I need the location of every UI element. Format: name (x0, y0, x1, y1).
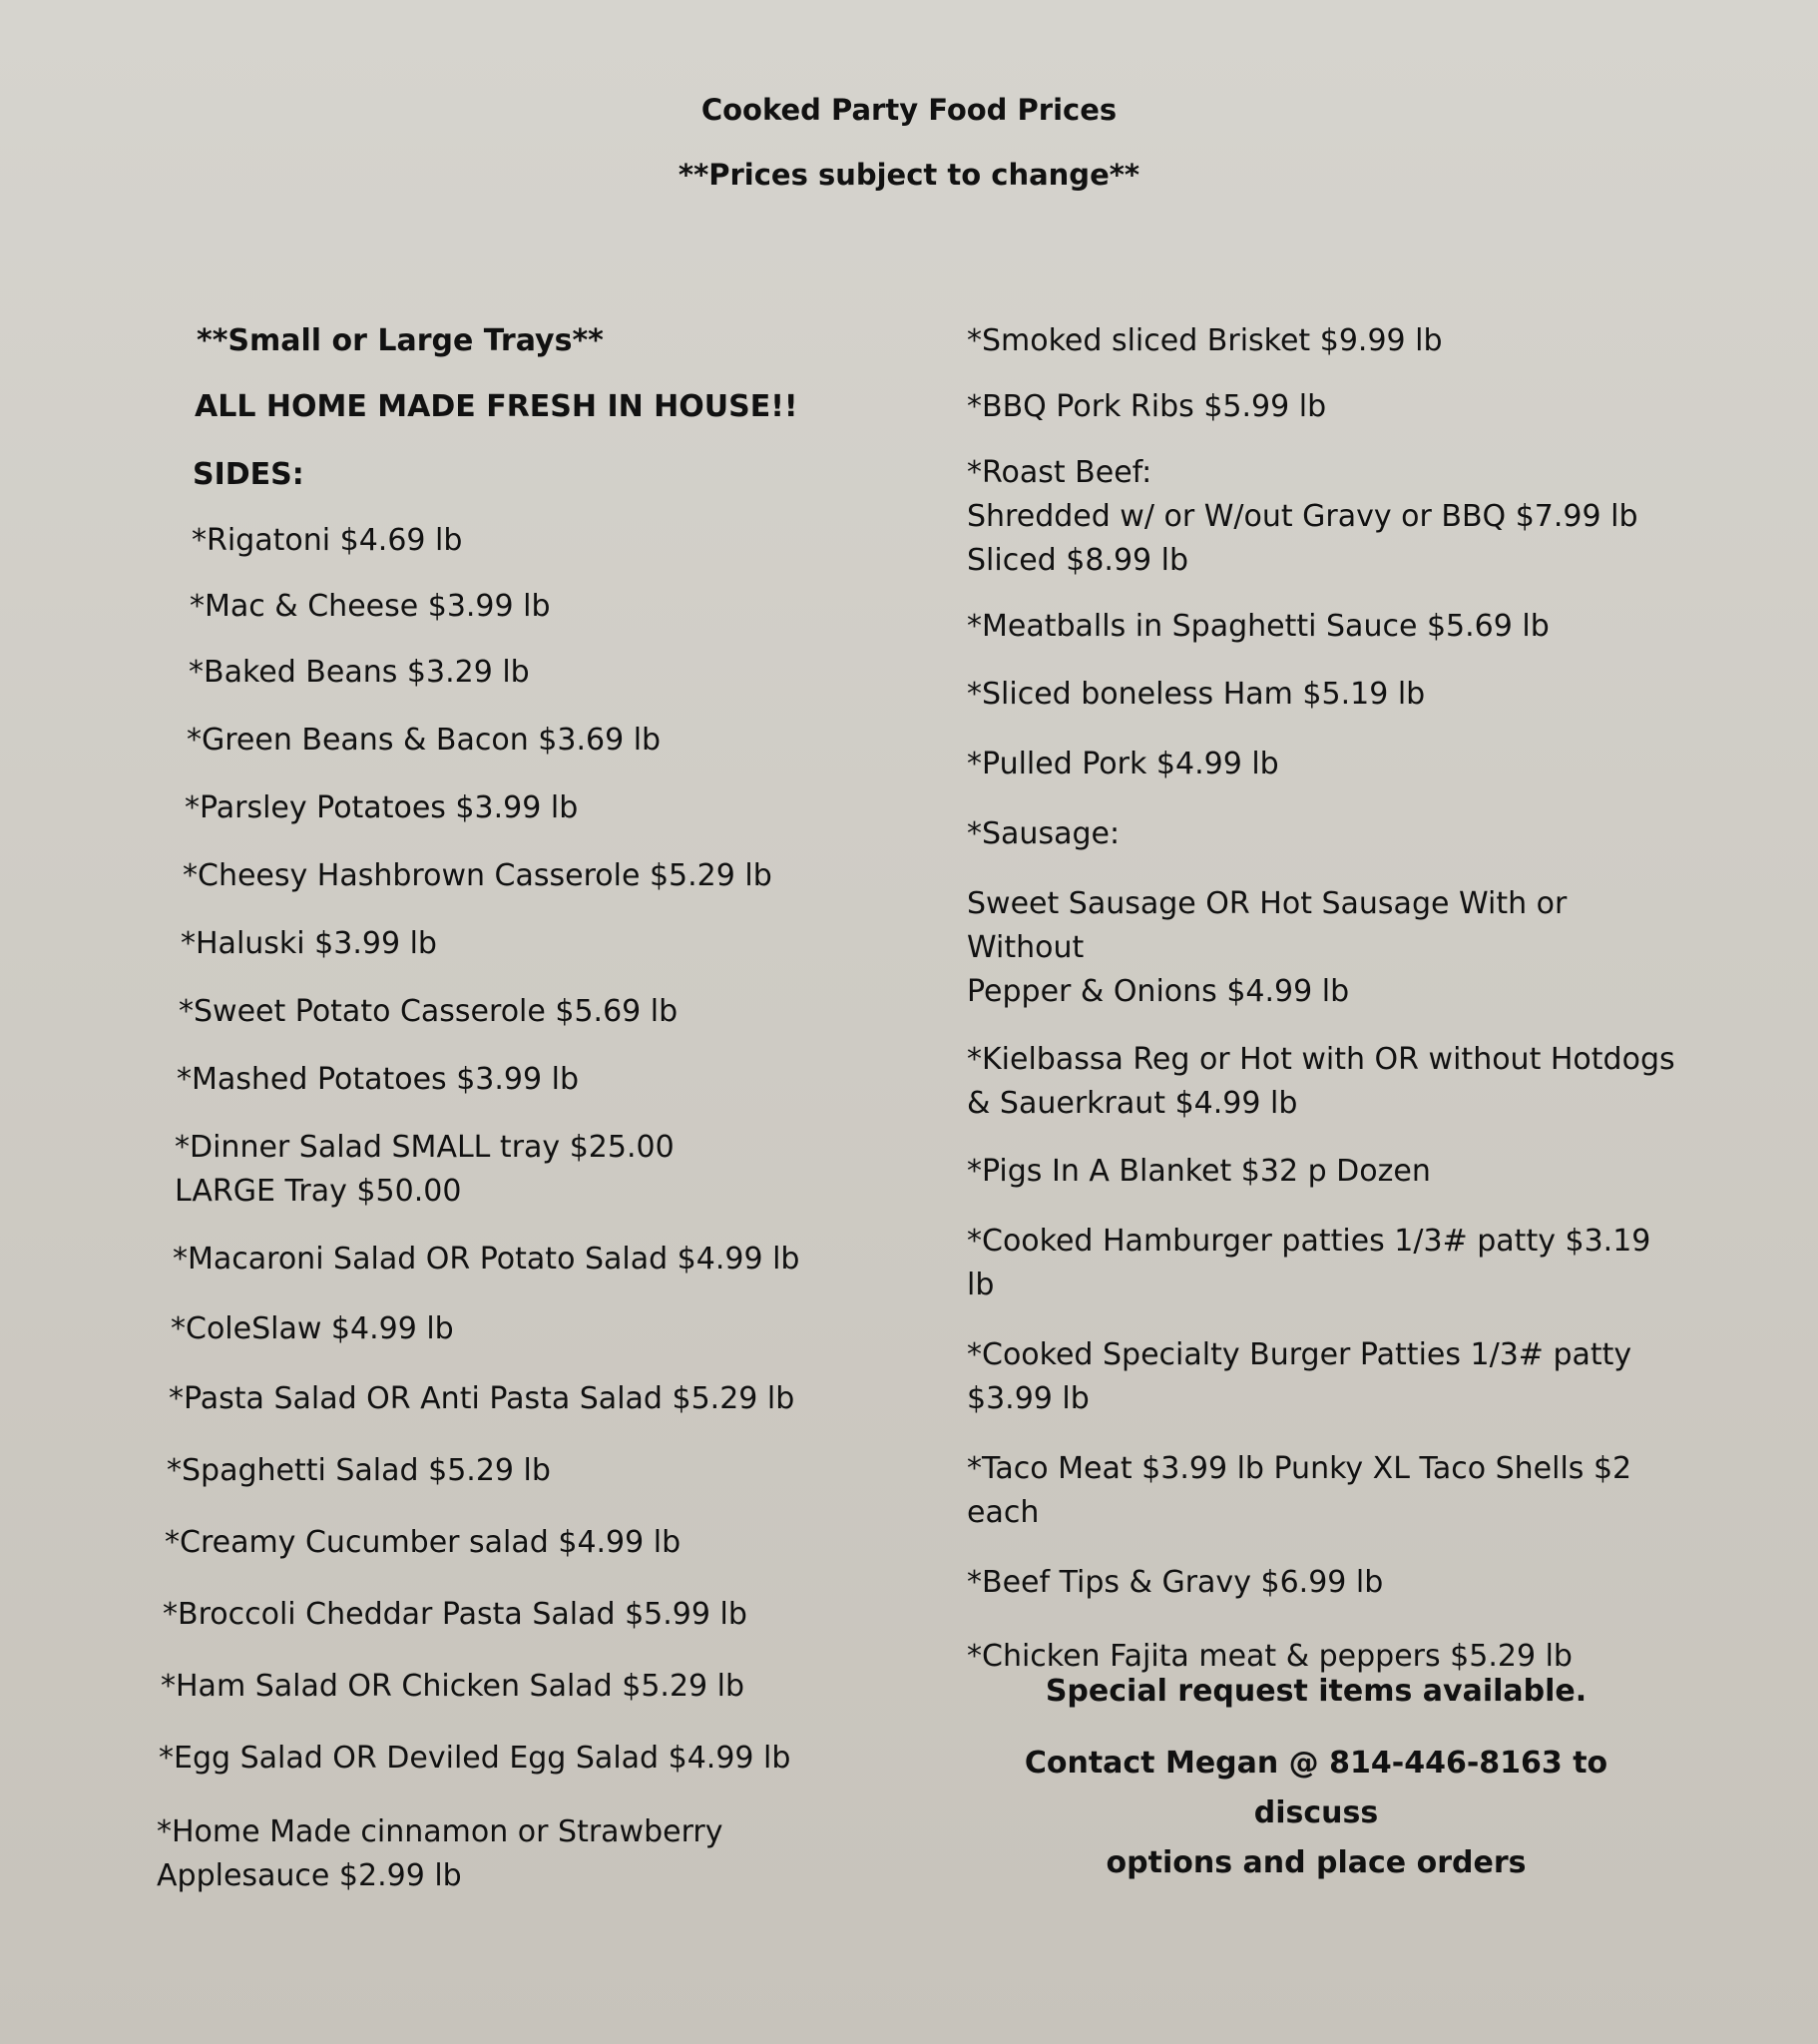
page-title: Cooked Party Food Prices (700, 93, 1118, 127)
side-item: *Sweet Potato Casserole $5.69 lb (179, 994, 679, 1029)
price-change-note: **Prices subject to change** (678, 158, 1140, 192)
meat-item: *Taco Meat $3.99 lb Punky XL Taco Shells $2 each (967, 1451, 1632, 1530)
special-request-note: Special request items available. (1045, 1674, 1588, 1709)
meat-item: *Smoked sliced Brisket $9.99 lb (967, 323, 1443, 358)
side-item: *Pasta Salad OR Anti Pasta Salad $5.29 lb (169, 1381, 795, 1416)
contact-note: Contact Megan @ 814-446-8163 to discuss options and place orders (1024, 1746, 1608, 1880)
side-item: *Mashed Potatoes $3.99 lb (177, 1062, 580, 1097)
sides-heading: SIDES: (193, 457, 304, 492)
meat-item: *Roast Beef: Shredded w/ or W/out Gravy or BBQ $7.99 lb Sliced $8.99 lb (967, 455, 1638, 578)
side-item: *Egg Salad OR Deviled Egg Salad $4.99 lb (159, 1741, 791, 1776)
meat-item: *Pigs In A Blanket $32 p Dozen (967, 1154, 1431, 1189)
meat-item: *Cooked Specialty Burger Patties 1/3# patty $3.99 lb (967, 1337, 1632, 1416)
meat-item: *Pulled Pork $4.99 lb (967, 747, 1279, 781)
meat-item: *Kielbassa Reg or Hot with OR without Hotdogs & Sauerkraut $4.99 lb (967, 1042, 1675, 1121)
side-item: *Broccoli Cheddar Pasta Salad $5.99 lb (163, 1597, 747, 1632)
side-item: *Rigatoni $4.69 lb (192, 523, 463, 558)
side-item: *Macaroni Salad OR Potato Salad $4.99 lb (173, 1242, 800, 1277)
meats-column (967, 319, 1685, 1679)
side-item: *Dinner Salad SMALL tray $25.00 LARGE Tray $50.00 (175, 1130, 675, 1209)
side-item: *Haluski $3.99 lb (181, 926, 437, 961)
meat-item: *Meatballs in Spaghetti Sauce $5.69 lb (967, 609, 1550, 644)
side-item: *Parsley Potatoes $3.99 lb (185, 790, 579, 825)
meat-item: *Sliced boneless Ham $5.19 lb (967, 677, 1426, 712)
side-item: *Spaghetti Salad $5.29 lb (167, 1453, 551, 1488)
homemade-note: ALL HOME MADE FRESH IN HOUSE!! (195, 389, 798, 424)
side-item: *Creamy Cucumber salad $4.99 lb (165, 1525, 682, 1560)
trays-note: **Small or Large Trays** (197, 323, 604, 358)
meat-item: *Sausage: (967, 816, 1121, 851)
meat-item: *Chicken Fajita meat & peppers $5.29 lb (967, 1639, 1573, 1674)
side-item: *Home Made cinnamon or Strawberry Applesauce $2.99 lb (157, 1814, 723, 1893)
meat-item: *BBQ Pork Ribs $5.99 lb (967, 389, 1327, 424)
meat-item: *Beef Tips & Gravy $6.99 lb (967, 1565, 1384, 1600)
side-item: *ColeSlaw $4.99 lb (171, 1311, 454, 1346)
sides-column (150, 319, 868, 1898)
side-item: *Cheesy Hashbrown Casserole $5.29 lb (183, 858, 772, 893)
side-item: *Green Beans & Bacon $3.69 lb (187, 723, 662, 758)
side-item: *Ham Salad OR Chicken Salad $5.29 lb (161, 1669, 745, 1704)
side-item: *Mac & Cheese $3.99 lb (190, 589, 551, 624)
meat-item: Sweet Sausage OR Hot Sausage With or Without Pepper & Onions $4.99 lb (967, 886, 1568, 1009)
side-item: *Baked Beans $3.29 lb (189, 655, 530, 690)
meat-item: *Cooked Hamburger patties 1/3# patty $3.19 lb (967, 1224, 1651, 1302)
